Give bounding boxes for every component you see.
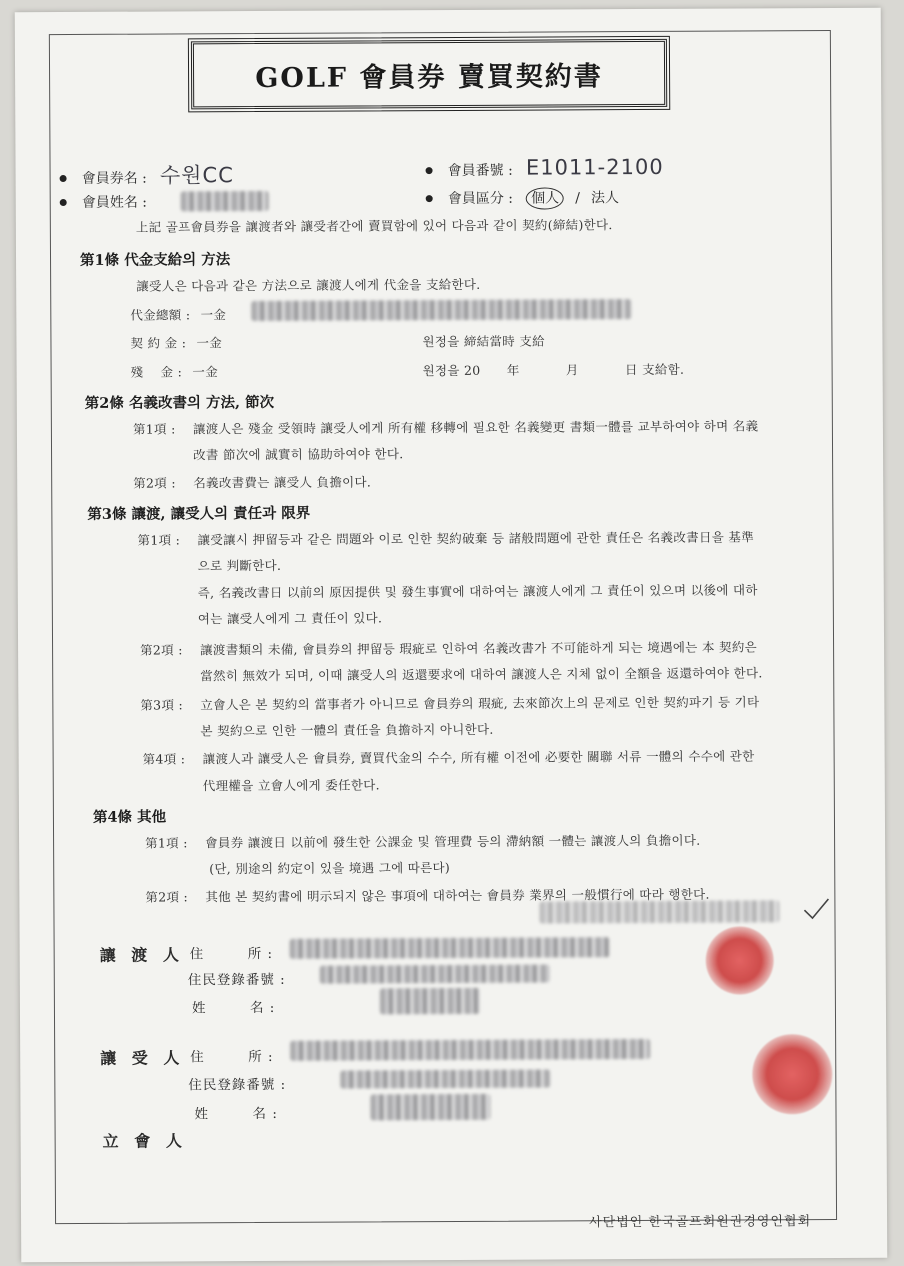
article-3-heading: 第3條 讓渡, 讓受人의 責任과 限界 [87,504,311,523]
redacted-total-amount [251,299,631,321]
article-3-item-4-no: 第4項 : [142,751,186,767]
seller-name-label: 姓 名 : [191,999,276,1017]
article-2-heading: 第2條 名義改書의 方法, 節次 [84,393,275,412]
article-3-item-2-line-2: 當然히 無效가 되며, 이때 讓受人의 返還要求에 대하여 讓渡人은 지체 없이 全額을 返還하여야 한다. [200,665,763,684]
article-3-item-3-no: 第3項 : [140,697,184,713]
article-2-item-1-no: 第1項 : [132,421,176,437]
article-1-heading: 第1條 代金支給의 方法 [79,251,231,269]
balance-note-year: 年 [506,362,520,378]
total-amount-label: 代金總額 : [130,307,191,323]
deposit-row [130,333,222,351]
article-4-item-1-line-2: (단, 別途의 約定이 있을 境遇 그에 따른다) [209,860,451,877]
seller-id-label: 住民登錄番號 : [187,971,286,989]
redacted-buyer-name [370,1094,490,1121]
article-2-item-1-line-2: 改書 節次에 誠實히 協助하여야 한다. [193,446,404,463]
redacted-contract-date [539,900,779,923]
redacted-seller-address [290,937,610,959]
member-div-label: 會員區分 : [447,190,514,208]
article-2-item-2-line-1: 名義改書費는 讓受人 負擔이다. [193,474,372,491]
article-3-item-4-line-2: 代理權을 立會人에게 委任한다. [202,777,380,794]
buyer-seal [752,1034,832,1114]
seller-seal [706,926,774,994]
member-name-label: 會員姓名 : [81,194,148,211]
balance-note [423,360,685,379]
article-3-item-3-line-2: 본 契約으로 인한 一體의 責任을 負擔하지 아니한다. [200,721,494,739]
balance-label: 殘 金 : [130,364,183,380]
article-2-item-1-line-1: 讓渡人은 殘金 受領時 讓受人에게 所有權 移轉에 필요한 名義變更 書類一體를 교부하여야 하며 名義 [192,418,759,437]
article-3-item-1-line-4: 여는 讓受人에게 그 責任이 있다. [197,610,383,627]
seller-address-label: 住 所 : [189,945,274,963]
article-4-item-2-line-1: 其他 본 契約書에 明示되지 않은 事項에 대하여는 會員券 業界의 一般慣行에 따라 행한다. [205,886,710,905]
seller-label: 讓 渡 人 [99,945,184,965]
total-amount-prefix: 一金 [200,307,227,323]
deposit-note: 원정을 締結當時 支給 [422,333,545,350]
article-3-item-2-no: 第2項 : [140,642,183,658]
check-mark-icon [801,896,831,922]
buyer-label: 讓 受 人 [100,1048,185,1068]
member-name-row [60,192,147,212]
buyer-id-label: 住民登錄番號 : [188,1076,287,1094]
balance-note-prefix: 원정을 20 [422,362,481,379]
member-no-label: 會員番號 : [447,162,513,180]
deposit-prefix: 一金 [196,335,223,351]
article-4-item-2-no: 第2項 : [145,889,189,905]
redacted-buyer-address [290,1039,650,1061]
buyer-address-label: 住 所 : [190,1048,274,1066]
redacted-buyer-id [340,1069,550,1088]
member-div-corp: 法人 [590,190,620,207]
contract-paper [15,8,888,1263]
article-4-heading: 第4條 其他 [92,808,167,826]
article-3-item-1-line-2: 으로 判斷한다. [197,557,282,574]
article-4-item-1-line-1: 會員券 讓渡日 以前에 發生한 公課金 및 管理費 등의 滯納額 一體는 讓渡人의 負擔이다. [205,832,701,851]
member-div-sep: / [575,190,580,207]
deposit-label: 契 約 金 : [130,335,187,351]
intro-text: 上記 골프會員券을 讓渡者와 讓受者간에 賣買함에 있어 다음과 같이 契約(締結)한다. [135,217,613,235]
article-4-item-1-no: 第1項 : [145,835,188,851]
membership-name-row [60,159,234,190]
bullet-icon [426,195,433,202]
article-3-item-1-no: 第1項 : [137,532,181,548]
balance-note-day: 日 支給함. [624,361,685,378]
total-amount-row [130,305,226,324]
balance-prefix: 一金 [192,364,219,380]
buyer-name-label: 姓 名 : [194,1105,278,1123]
article-3-item-3-line-1: 立會人은 본 契約의 當事者가 아니므로 會員券의 瑕疵, 去來節次上의 문제로 인한 契約파기 등 기타 [200,694,760,713]
member-div-row [426,187,619,210]
witness-label: 立 會 人 [102,1131,187,1151]
member-div-individual: 個人 [526,187,564,209]
redacted-seller-id [320,964,550,983]
article-3-item-1-line-3: 즉, 名義改書日 以前의 原因提供 및 發生事實에 대하여는 讓渡人에게 그 責任이 있으며 以後에 대하 [197,582,758,601]
membership-name-label: 會員券名 : [81,170,147,187]
membership-name-value: 수원CC [159,163,234,188]
article-2-item-2-no: 第2項 : [133,475,176,491]
article-3-item-4-line-1: 讓渡人과 讓受人은 會員券, 賣買代金의 수수, 所有權 이전에 必要한 關聯 서류 一體의 수수에 관한 [202,748,755,767]
member-no-row [425,155,663,180]
article-3-item-1-line-1: 讓受讓시 押留등과 같은 問題와 이로 인한 契約破棄 등 諸般問題에 관한 責任은 名義改書日을 基準 [197,529,755,548]
article-1-text: 讓受人은 다음과 같은 方法으로 讓渡人에게 代金을 支給한다. [136,276,481,294]
balance-row [131,362,218,380]
balance-note-month: 月 [565,362,579,378]
bullet-icon [60,175,67,182]
bullet-icon [426,167,433,174]
document-title: GOLF 會員券 賣買契約書 [191,39,667,109]
bullet-icon [60,199,67,206]
member-no-value: E1011-2100 [525,154,664,180]
article-3-item-2-line-1: 讓渡書類의 未備, 會員券의 押留등 瑕疵로 인하여 名義改書가 不可能하게 되는 境遇에는 本 契約은 [200,639,758,658]
footer-association: 사단법인 한국골프회원권경영인협회 [589,1214,812,1231]
redacted-member-name [181,191,269,211]
redacted-seller-name [380,988,480,1015]
